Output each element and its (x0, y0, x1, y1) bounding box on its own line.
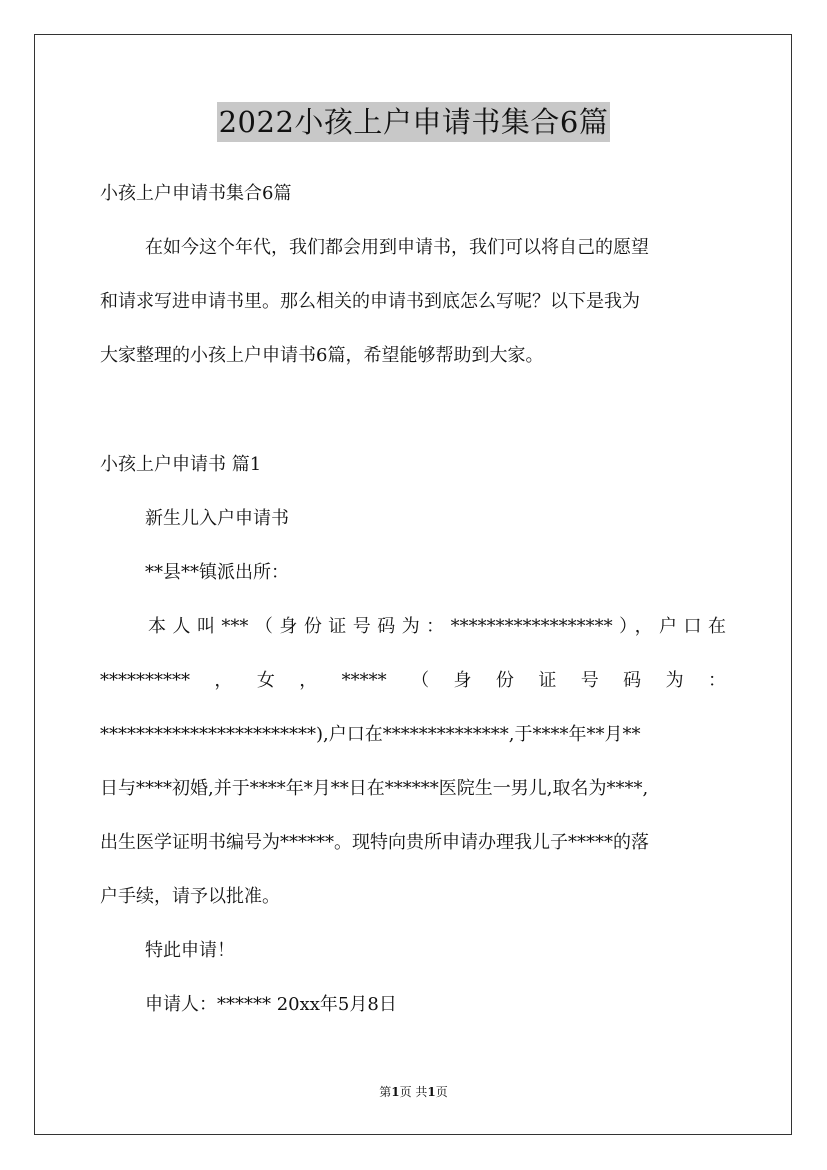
body-line-3: ************************),户口在**************,于****年**月** (100, 724, 641, 745)
footer-suffix: 页 (435, 1085, 448, 1099)
footer-page-total: 1 (427, 1085, 436, 1099)
intro-line-3: 大家整理的小孩上户申请书6篇，希望能够帮助到大家。 (100, 345, 544, 366)
body-line-2: **********，女，*****（身份证号码为： (100, 670, 726, 691)
document-title: 2022小孩上户申请书集合6篇 (217, 102, 611, 142)
section-heading: 小孩上户申请书 篇1 (100, 454, 262, 475)
title-container (0, 102, 827, 142)
page-footer (0, 1084, 827, 1100)
footer-mid: 页 共 (399, 1085, 428, 1099)
closing: 特此申请！ (145, 940, 235, 961)
intro-line-2: 和请求写进申请书里。那么相关的申请书到底怎么写呢？以下是我为 (100, 291, 640, 312)
intro-line-1: 在如今这个年代，我们都会用到申请书，我们可以将自己的愿望 (145, 237, 649, 258)
body-line-6: 户手续，请予以批准。 (100, 886, 280, 907)
body-line-4: 日与****初婚,并于****年*月**日在******医院生一男儿,取名为****, (100, 778, 649, 799)
footer-page-current: 1 (391, 1085, 400, 1099)
signature: 申请人：****** 20xx年5月8日 (145, 994, 397, 1015)
letter-title: 新生儿入户申请书 (145, 508, 289, 529)
addressee: **县**镇派出所： (145, 562, 289, 583)
body-line-5: 出生医学证明书编号为******。现特向贵所申请办理我儿子*****的落 (100, 832, 649, 853)
subtitle: 小孩上户申请书集合6篇 (100, 183, 292, 204)
body-line-1: 本人叫***（身份证号码为：******************），户口在 (148, 616, 726, 637)
footer-prefix: 第 (379, 1085, 392, 1099)
